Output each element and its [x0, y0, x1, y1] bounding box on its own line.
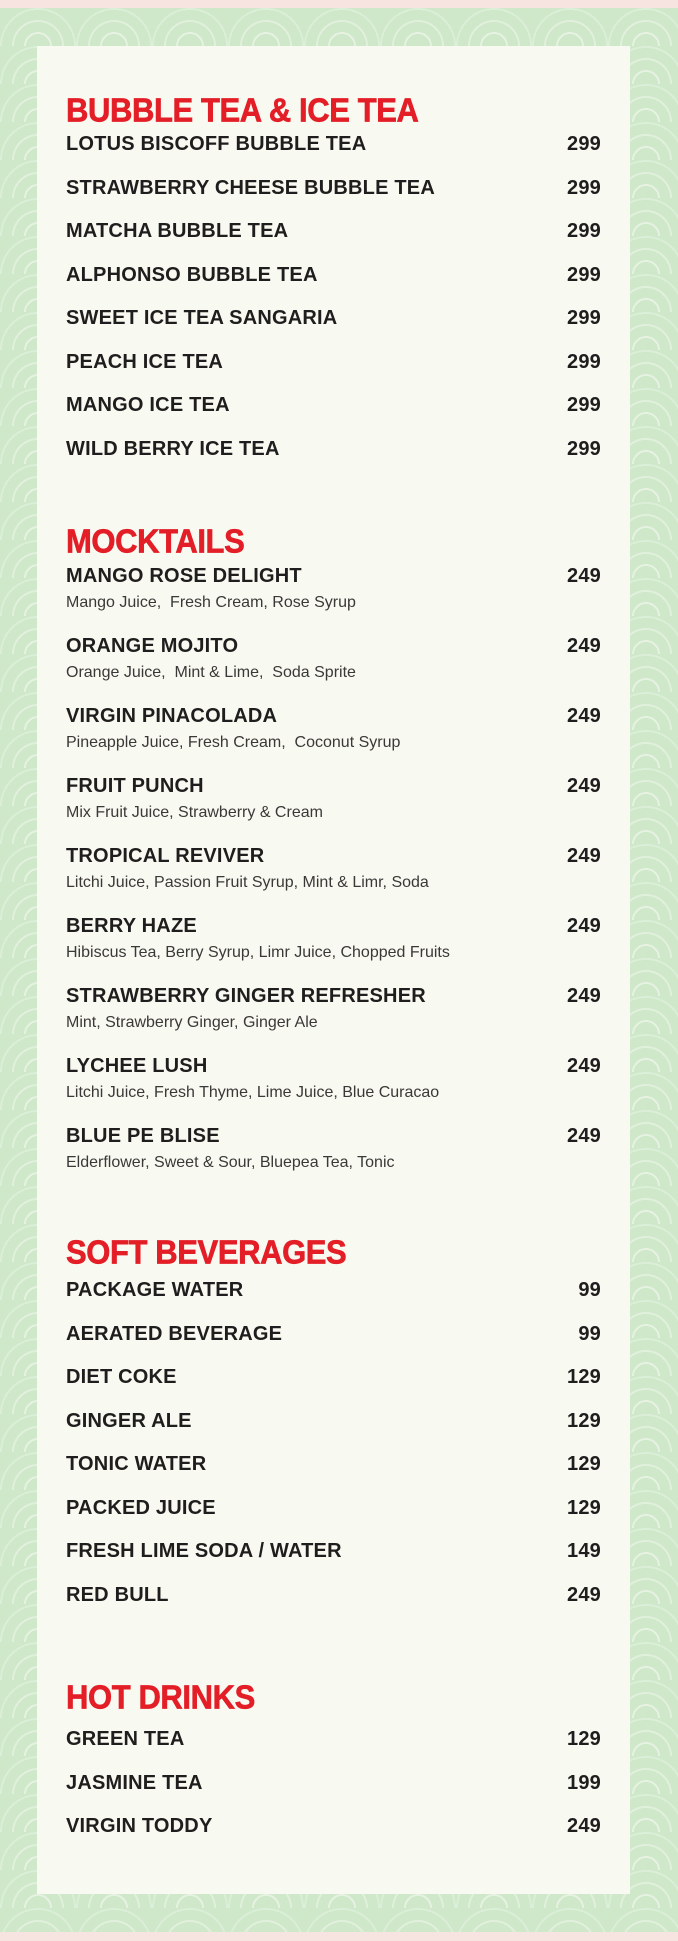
item-description: Litchi Juice, Passion Fruit Syrup, Mint & Limr, Soda	[66, 874, 429, 891]
section-title: BUBBLE TEA & ICE TEA	[66, 91, 419, 129]
item-name: STRAWBERRY GINGER REFRESHER	[66, 985, 426, 1007]
item-price: 129	[567, 1496, 601, 1519]
item-price: 99	[578, 1279, 601, 1301]
menu-item	[66, 130, 601, 174]
item-name: JASMINE TEA	[66, 1771, 203, 1794]
menu-item	[66, 912, 601, 982]
item-name: SWEET ICE TEA SANGARIA	[66, 307, 338, 329]
item-price: 299	[567, 263, 601, 286]
item-price: 249	[567, 1125, 601, 1147]
item-name: ALPHONSO BUBBLE TEA	[66, 263, 318, 286]
menu-item	[66, 1363, 601, 1407]
item-price: 249	[567, 915, 601, 937]
menu-item	[66, 348, 601, 392]
section-hot-drinks	[66, 1676, 601, 1856]
section-title: SOFT BEVERAGES	[66, 1233, 347, 1271]
item-name: TROPICAL REVIVER	[66, 845, 265, 867]
menu-item	[66, 702, 601, 772]
item-list	[66, 562, 601, 1192]
item-description: Mint, Strawberry Ginger, Ginger Ale	[66, 1014, 318, 1031]
item-price: 249	[567, 705, 601, 727]
menu-item	[66, 1581, 601, 1625]
menu-item	[66, 1122, 601, 1192]
item-list	[66, 1276, 601, 1624]
item-price: 249	[567, 775, 601, 797]
item-price: 99	[578, 1322, 601, 1345]
menu-item	[66, 632, 601, 702]
item-price: 299	[567, 133, 601, 155]
item-name: LYCHEE LUSH	[66, 1055, 208, 1077]
menu-item	[66, 772, 601, 842]
item-name: GINGER ALE	[66, 1409, 192, 1432]
menu-item	[66, 435, 601, 479]
item-name: BERRY HAZE	[66, 915, 197, 937]
section-mocktails	[66, 520, 601, 1192]
item-name: GREEN TEA	[66, 1728, 185, 1750]
item-price: 129	[567, 1453, 601, 1475]
item-name: STRAWBERRY CHEESE BUBBLE TEA	[66, 176, 435, 199]
item-name: FRUIT PUNCH	[66, 775, 204, 797]
item-name: LOTUS BISCOFF BUBBLE TEA	[66, 133, 367, 155]
item-price: 249	[567, 635, 601, 657]
menu-item	[66, 1812, 601, 1856]
item-price: 129	[567, 1728, 601, 1750]
item-name: RED BULL	[66, 1583, 169, 1606]
item-name: BLUE PE BLISE	[66, 1125, 220, 1147]
item-name: FRESH LIME SODA / WATER	[66, 1540, 342, 1562]
menu-item	[66, 1052, 601, 1122]
item-description: Elderflower, Sweet & Sour, Bluepea Tea, Tonic	[66, 1154, 395, 1171]
item-name: AERATED BEVERAGE	[66, 1322, 283, 1345]
item-description: Mango Juice, Fresh Cream, Rose Syrup	[66, 594, 356, 611]
menu-item	[66, 261, 601, 305]
item-name: PEACH ICE TEA	[66, 350, 224, 373]
item-price: 299	[567, 307, 601, 329]
menu-item	[66, 1494, 601, 1538]
section-title: HOT DRINKS	[66, 1678, 255, 1716]
item-price: 249	[567, 1055, 601, 1077]
item-name: PACKED JUICE	[66, 1496, 216, 1519]
item-price: 129	[567, 1409, 601, 1432]
item-name: MANGO ICE TEA	[66, 394, 230, 416]
section-soft-beverages	[66, 1231, 601, 1624]
section-bubble-tea-ice-tea	[66, 89, 601, 478]
item-name: TONIC WATER	[66, 1453, 207, 1475]
menu-item	[66, 1320, 601, 1364]
menu-item	[66, 1407, 601, 1451]
menu-item	[66, 174, 601, 218]
menu-card	[37, 46, 630, 1894]
item-price: 299	[567, 350, 601, 373]
menu-item	[66, 304, 601, 348]
menu-item	[66, 1450, 601, 1494]
menu-item	[66, 562, 601, 632]
item-price: 199	[567, 1771, 601, 1794]
menu-item	[66, 217, 601, 261]
item-name: WILD BERRY ICE TEA	[66, 437, 280, 460]
item-price: 249	[567, 565, 601, 587]
item-description: Hibiscus Tea, Berry Syrup, Limr Juice, Chopped Fruits	[66, 944, 450, 961]
item-description: Pineapple Juice, Fresh Cream, Coconut Syrup	[66, 734, 401, 751]
item-list	[66, 130, 601, 478]
section-title: MOCKTAILS	[66, 522, 245, 560]
menu-item	[66, 1537, 601, 1581]
menu-item	[66, 1769, 601, 1813]
menu-item	[66, 1725, 601, 1769]
item-name: VIRGIN TODDY	[66, 1815, 213, 1837]
item-description: Orange Juice, Mint & Lime, Soda Sprite	[66, 664, 356, 681]
item-name: MANGO ROSE DELIGHT	[66, 565, 302, 587]
item-price: 249	[567, 1815, 601, 1837]
item-name: VIRGIN PINACOLADA	[66, 705, 278, 727]
menu-item	[66, 842, 601, 912]
menu-item	[66, 391, 601, 435]
menu-item	[66, 982, 601, 1052]
item-description: Litchi Juice, Fresh Thyme, Lime Juice, Blue Curacao	[66, 1084, 440, 1101]
item-price: 299	[567, 176, 601, 199]
item-price: 299	[567, 394, 601, 416]
item-name: ORANGE MOJITO	[66, 635, 239, 657]
item-price: 249	[567, 845, 601, 867]
item-price: 299	[567, 220, 601, 242]
item-price: 249	[567, 1583, 601, 1606]
item-price: 149	[567, 1540, 601, 1562]
item-name: DIET COKE	[66, 1366, 177, 1388]
item-list	[66, 1725, 601, 1856]
item-name: MATCHA BUBBLE TEA	[66, 220, 289, 242]
item-name: PACKAGE WATER	[66, 1279, 244, 1301]
item-price: 299	[567, 437, 601, 460]
item-price: 129	[567, 1366, 601, 1388]
menu-item	[66, 1276, 601, 1320]
item-description: Mix Fruit Juice, Strawberry & Cream	[66, 804, 323, 821]
item-price: 249	[567, 985, 601, 1007]
